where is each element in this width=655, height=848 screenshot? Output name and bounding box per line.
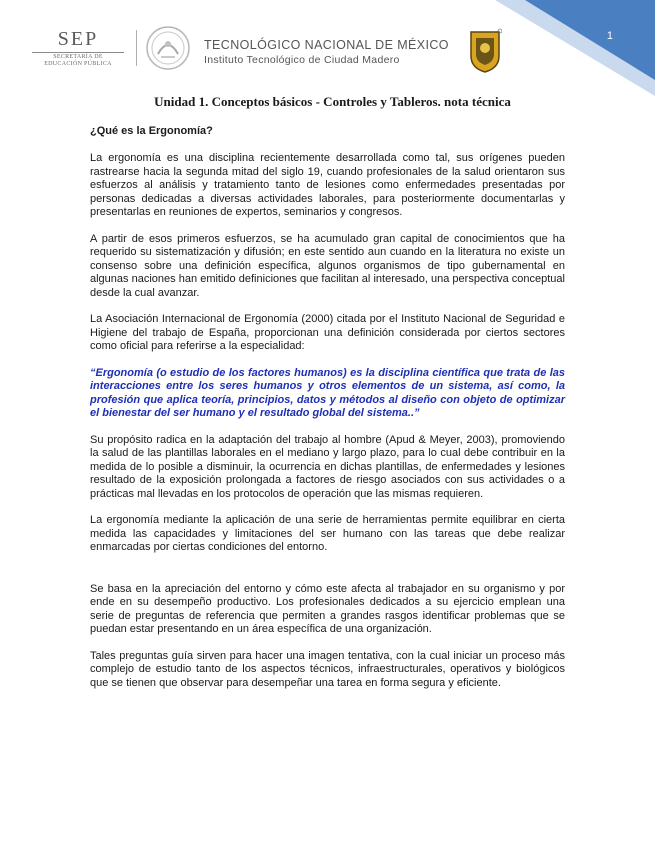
page-header bbox=[18, 24, 618, 80]
document-title: Unidad 1. Conceptos básicos - Controles y Tableros. nota técnica bbox=[154, 94, 511, 109]
section-heading: ¿Qué es la Ergonomía? bbox=[90, 125, 213, 137]
institution-name bbox=[204, 38, 449, 66]
paragraph: Su propósito radica en la adaptación del trabajo al hombre (Apud & Meyer, 2003), promoviendo la salud de las plantillas laborales en el mediano y largo plazo, para lo cual debe contribuir en la medida de lo posible a disminuir, la ocurrencia en dichas plantillas, de enfermedades y lesiones resultado de la exposición prolongada a factores de riesgo asociados con sus actividades o a prácticas mal llevadas en los protocolos de operación que las mismas requieren. bbox=[90, 433, 565, 500]
document-body bbox=[90, 94, 565, 690]
paragraph: La ergonomía mediante la aplicación de una serie de herramientas permite equilibrar en cierta medida las capacidades y limitaciones del ser humano con las tareas que debe realizar enmarcadas por ciertas condiciones del entorno. bbox=[90, 514, 565, 553]
national-seal-icon bbox=[144, 24, 192, 72]
sep-logo-sub-2: EDUCACIÓN PÚBLICA bbox=[44, 61, 112, 67]
itcm-logo-icon bbox=[468, 28, 502, 74]
page-number: 1 bbox=[606, 30, 613, 42]
sep-logo-rule bbox=[32, 52, 124, 53]
paragraph: Se basa en la apreciación del entorno y cómo este afecta al trabajador en su organismo y por ende en su desempeño productivo. Los profesionales dedicados a su ejercicio emplean una serie de preguntas de referencia que permiten a grandes rasgos identificar problemas que se puedan estar presentando en un área específica de una organización. bbox=[90, 582, 565, 635]
header-divider bbox=[136, 30, 137, 66]
paragraph: A partir de esos primeros esfuerzos, se ha acumulado gran capital de conocimientos que ha requerido su sistematización y difusión; en este sentido aun cuando en la literatura no existe un consenso sobre una definición específica, algunos organismos de tipo gubernamental en algunas naciones han emitido definiciones que facilitan al interesado, una perspectiva conceptual desde la cual avanzar. bbox=[90, 232, 565, 299]
sep-logo-title: SEP bbox=[57, 28, 99, 50]
paragraph: La Asociación Internacional de Ergonomía (2000) citada por el Instituto Nacional de Seguridad e Higiene del trabajo de España, proporcionan una definición considerada por ciertos sectores como oficial para referirse a la especialidad: bbox=[90, 313, 565, 352]
institution-line-2: Instituto Tecnológico de Ciudad Madero bbox=[204, 54, 400, 66]
sep-logo bbox=[26, 28, 130, 68]
definition-quote: “Ergonomía (o estudio de los factores humanos) es la disciplina científica que trata de las interacciones entre los seres humanos y otros elementos de un sistema, así como, la profesión que aplica teoría, principios, datos y métodos al diseño con objeto de optimizar el bienestar del ser humano y el resultado global del sistema..” bbox=[90, 366, 565, 419]
paragraph: La ergonomía es una disciplina recientemente desarrollada como tal, sus orígenes pueden rastrearse hacia la segunda mitad del siglo 19, cuando profesionales de la salud orientaron sus esfuerzos al análisis y tratamiento tanto de lesiones como enfermedades presentadas por personas dedicadas a diversas actividades laborales, para posteriormente documentarlas y presentarlas en reuniones de expertos, seminarios y congresos. bbox=[90, 152, 565, 218]
institution-line-1: TECNOLÓGICO NACIONAL DE MÉXICO bbox=[204, 38, 449, 52]
paragraph: Tales preguntas guía sirven para hacer una imagen tentativa, con la cual iniciar un proceso más complejo de estudio tanto de los aspectos técnicos, infraestructurales, operativos y biológicos que se tienen que observar para desempeñar una tarea en forma segura y eficiente. bbox=[90, 649, 565, 689]
sep-logo-sub-1: SECRETARÍA DE bbox=[53, 54, 103, 60]
